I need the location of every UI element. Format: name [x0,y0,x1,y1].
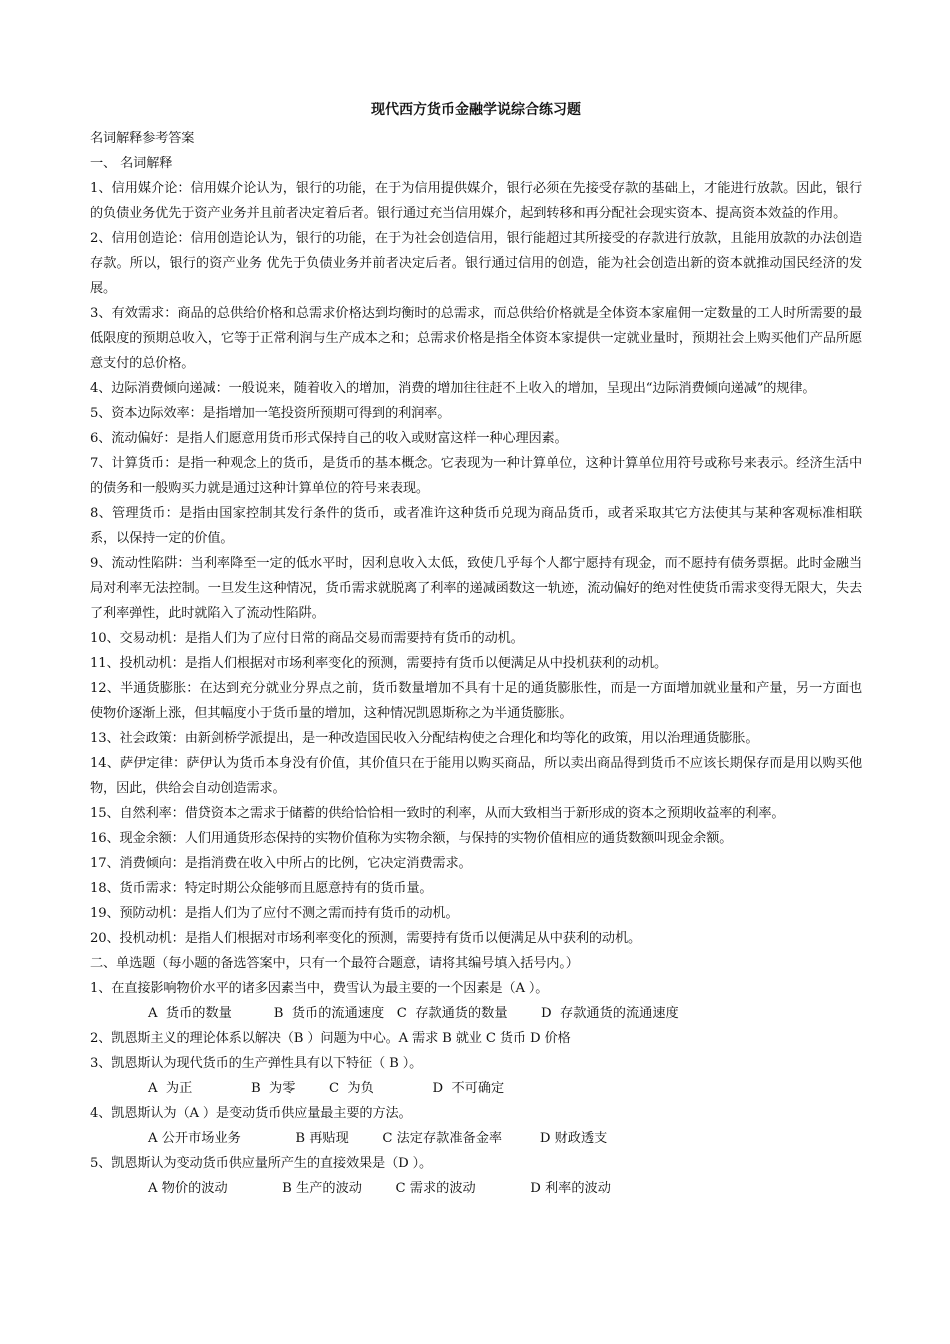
section-heading-single-choice: 二、单选题（每小题的备选答案中，只有一个最符合题意，请将其编号填入括号内。） [90,956,579,971]
document-title: 现代西方货币金融学说综合练习题 [371,102,581,118]
term-definition: 8、管理货币：是指由国家控制其发行条件的货币，或者准许这种货币兑现为商品货币，或者采取其它方法使其与某种客观标准相联系，以保持一定的价值。 [90,506,862,546]
term-definition: 16、现金余额：人们用通货形态保持的实物价值称为实物余额，与保持的实物价值相应的通货数额叫现金余额。 [90,831,733,846]
term-definition: 15、自然利率：借贷资本之需求于储蓄的供给恰恰相一致时的利率，从而大致相当于新形成的资本之预期收益率的利率。 [90,806,785,821]
answer-heading: 名词解释参考答案 [90,131,195,146]
term-definition: 6、流动偏好：是指人们愿意用货币形式保持自己的收入或财富这样一种心理因素。 [90,431,568,446]
term-definition: 1、信用媒介论：信用媒介论认为，银行的功能，在于为信用提供媒介，银行必须在先接受存款的基础上，才能进行放款。因此，银行的负债业务优先于资产业务并且前者决定着后者。银行通过充当信用媒介，起到转移和再分配社会现实资本、提高资本效益的作用。 [90,181,862,221]
term-definition: 5、资本边际效率：是指增加一笔投资所预期可得到的利润率。 [90,406,451,421]
document-page [90,100,862,1201]
term-definition: 17、消费倾向：是指消费在收入中所占的比例，它决定消费需求。 [90,856,472,871]
question-options: A 公开市场业务 B 再贴现 C 法定存款准备金率 D 财政透支 [148,1131,608,1146]
term-definition: 2、信用创造论：信用创造论认为，银行的功能，在于为社会创造信用，银行能超过其所接受的存款进行放款，且能用放款的办法创造存款。所以，银行的资产业务 优先于负债业务并前者决定后者。银行通过信用的创造，能为社会创造出新的资本就推动国民经济的发展。 [90,231,862,296]
question-text: 4、凯恩斯认为（A ）是变动货币供应量最主要的方法。 [90,1106,412,1121]
question-text: 2、凯恩斯主义的理论体系以解决（B ）问题为中心。A 需求 B 就业 C 货币 D 价格 [90,1031,571,1046]
term-definition: 18、货币需求：特定时期公众能够而且愿意持有的货币量。 [90,881,433,896]
question-text: 3、凯恩斯认为现代货币的生产弹性具有以下特征（ B ）。 [90,1056,423,1071]
term-definition: 13、社会政策：由新剑桥学派提出，是一种改造国民收入分配结构使之合理化和均等化的政策，用以治理通货膨胀。 [90,731,759,746]
term-definition: 10、交易动机：是指人们为了应付日常的商品交易而需要持有货币的动机。 [90,631,524,646]
section-heading-terms: 一、 名词解释 [90,156,173,171]
term-definition: 11、投机动机：是指人们根据对市场利率变化的预测，需要持有货币以便满足从中投机获利的动机。 [90,656,668,671]
term-definition: 19、预防动机：是指人们为了应付不测之需而持有货币的动机。 [90,906,459,921]
term-definition: 4、边际消费倾向递减：一般说来，随着收入的增加，消费的增加往往赶不上收入的增加，呈现出“边际消费倾向递减”的规律。 [90,381,816,396]
term-definition: 9、流动性陷阱：当利率降至一定的低水平时，因利息收入太低，致使几乎每个人都宁愿持有现金，而不愿持有债务票据。此时金融当局对利率无法控制。一旦发生这种情况，货币需求就脱离了利率的递减函数这一轨迹，流动偏好的绝对性使货币需求变得无限大，失去了利率弹性，此时就陷入了流动性陷阱。 [90,556,862,621]
question-text: 1、在直接影响物价水平的诸多因素当中，费雪认为最主要的一个因素是（A ）。 [90,981,549,996]
term-definition: 3、有效需求：商品的总供给价格和总需求价格达到均衡时的总需求，而总供给价格就是全体资本家雇佣一定数量的工人时所需要的最低限度的预期总收入，它等于正常利润与生产成本之和；总需求价格是指全体资本家提供一定就业量时，预期社会上购买他们产品所愿意支付的总价格。 [90,306,862,371]
term-definition: 14、萨伊定律：萨伊认为货币本身没有价值，其价值只在于能用以购买商品，所以卖出商品得到货币不应该长期保存而是用以购买他物，因此，供给会自动创造需求。 [90,756,862,796]
term-definition: 7、计算货币：是指一种观念上的货币，是货币的基本概念。它表现为一种计算单位，这种计算单位用符号或称号来表示。经济生活中的债务和一般购买力就是通过这种计算单位的符号来表现。 [90,456,862,496]
question-text: 5、凯恩斯认为变动货币供应量所产生的直接效果是（D ）。 [90,1156,433,1171]
term-definition: 20、投机动机：是指人们根据对市场利率变化的预测，需要持有货币以便满足从中获利的动机。 [90,931,642,946]
term-definition: 12、半通货膨胀：在达到充分就业分界点之前，货币数量增加不具有十足的通货膨胀性，而是一方面增加就业量和产量，另一方面也使物价逐渐上涨，但其幅度小于货币量的增加，这种情况凯恩斯称之为半通货膨胀。 [90,681,862,721]
question-options: A 物价的波动 B 生产的波动 C 需求的波动 D 利率的波动 [148,1181,611,1196]
question-options: A 为正 B 为零 C 为负 D 不可确定 [148,1081,505,1096]
question-options: A 货币的数量 B 货币的流通速度 C 存款通货的数量 D 存款通货的流通速度 [148,1006,679,1021]
